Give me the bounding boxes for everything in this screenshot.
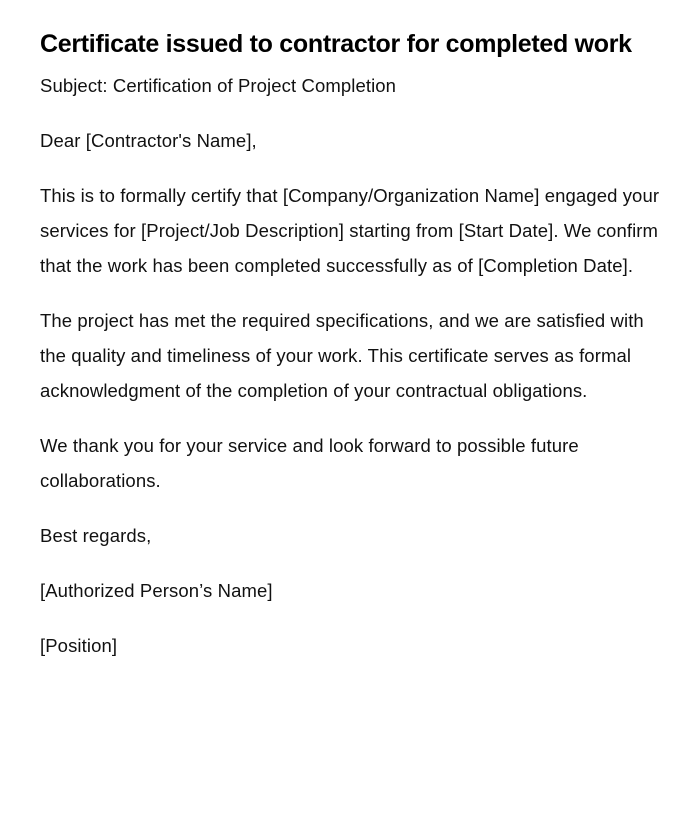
document-title: Certificate issued to contractor for completed work	[40, 30, 632, 58]
signer-position: [Position]	[40, 635, 118, 656]
signer-name: [Authorized Person’s Name]	[40, 580, 273, 601]
body-paragraph-1: This is to formally certify that [Company/Organization Name] engaged your services for [Project/Job Description] starting from [Start Date]. We confirm that the work has been completed successfully as of [Completion Date].	[40, 185, 660, 276]
salutation: Dear [Contractor's Name],	[40, 130, 257, 151]
closing: Best regards,	[40, 525, 152, 546]
subject-line: Subject: Certification of Project Completion	[40, 75, 397, 96]
body-paragraph-3: We thank you for your service and look forward to possible future collaborations.	[40, 435, 579, 491]
body-paragraph-2: The project has met the required specifications, and we are satisfied with the quality and timeliness of your work. This certificate serves as formal acknowledgment of the completion of your contractual obligations.	[40, 310, 644, 401]
